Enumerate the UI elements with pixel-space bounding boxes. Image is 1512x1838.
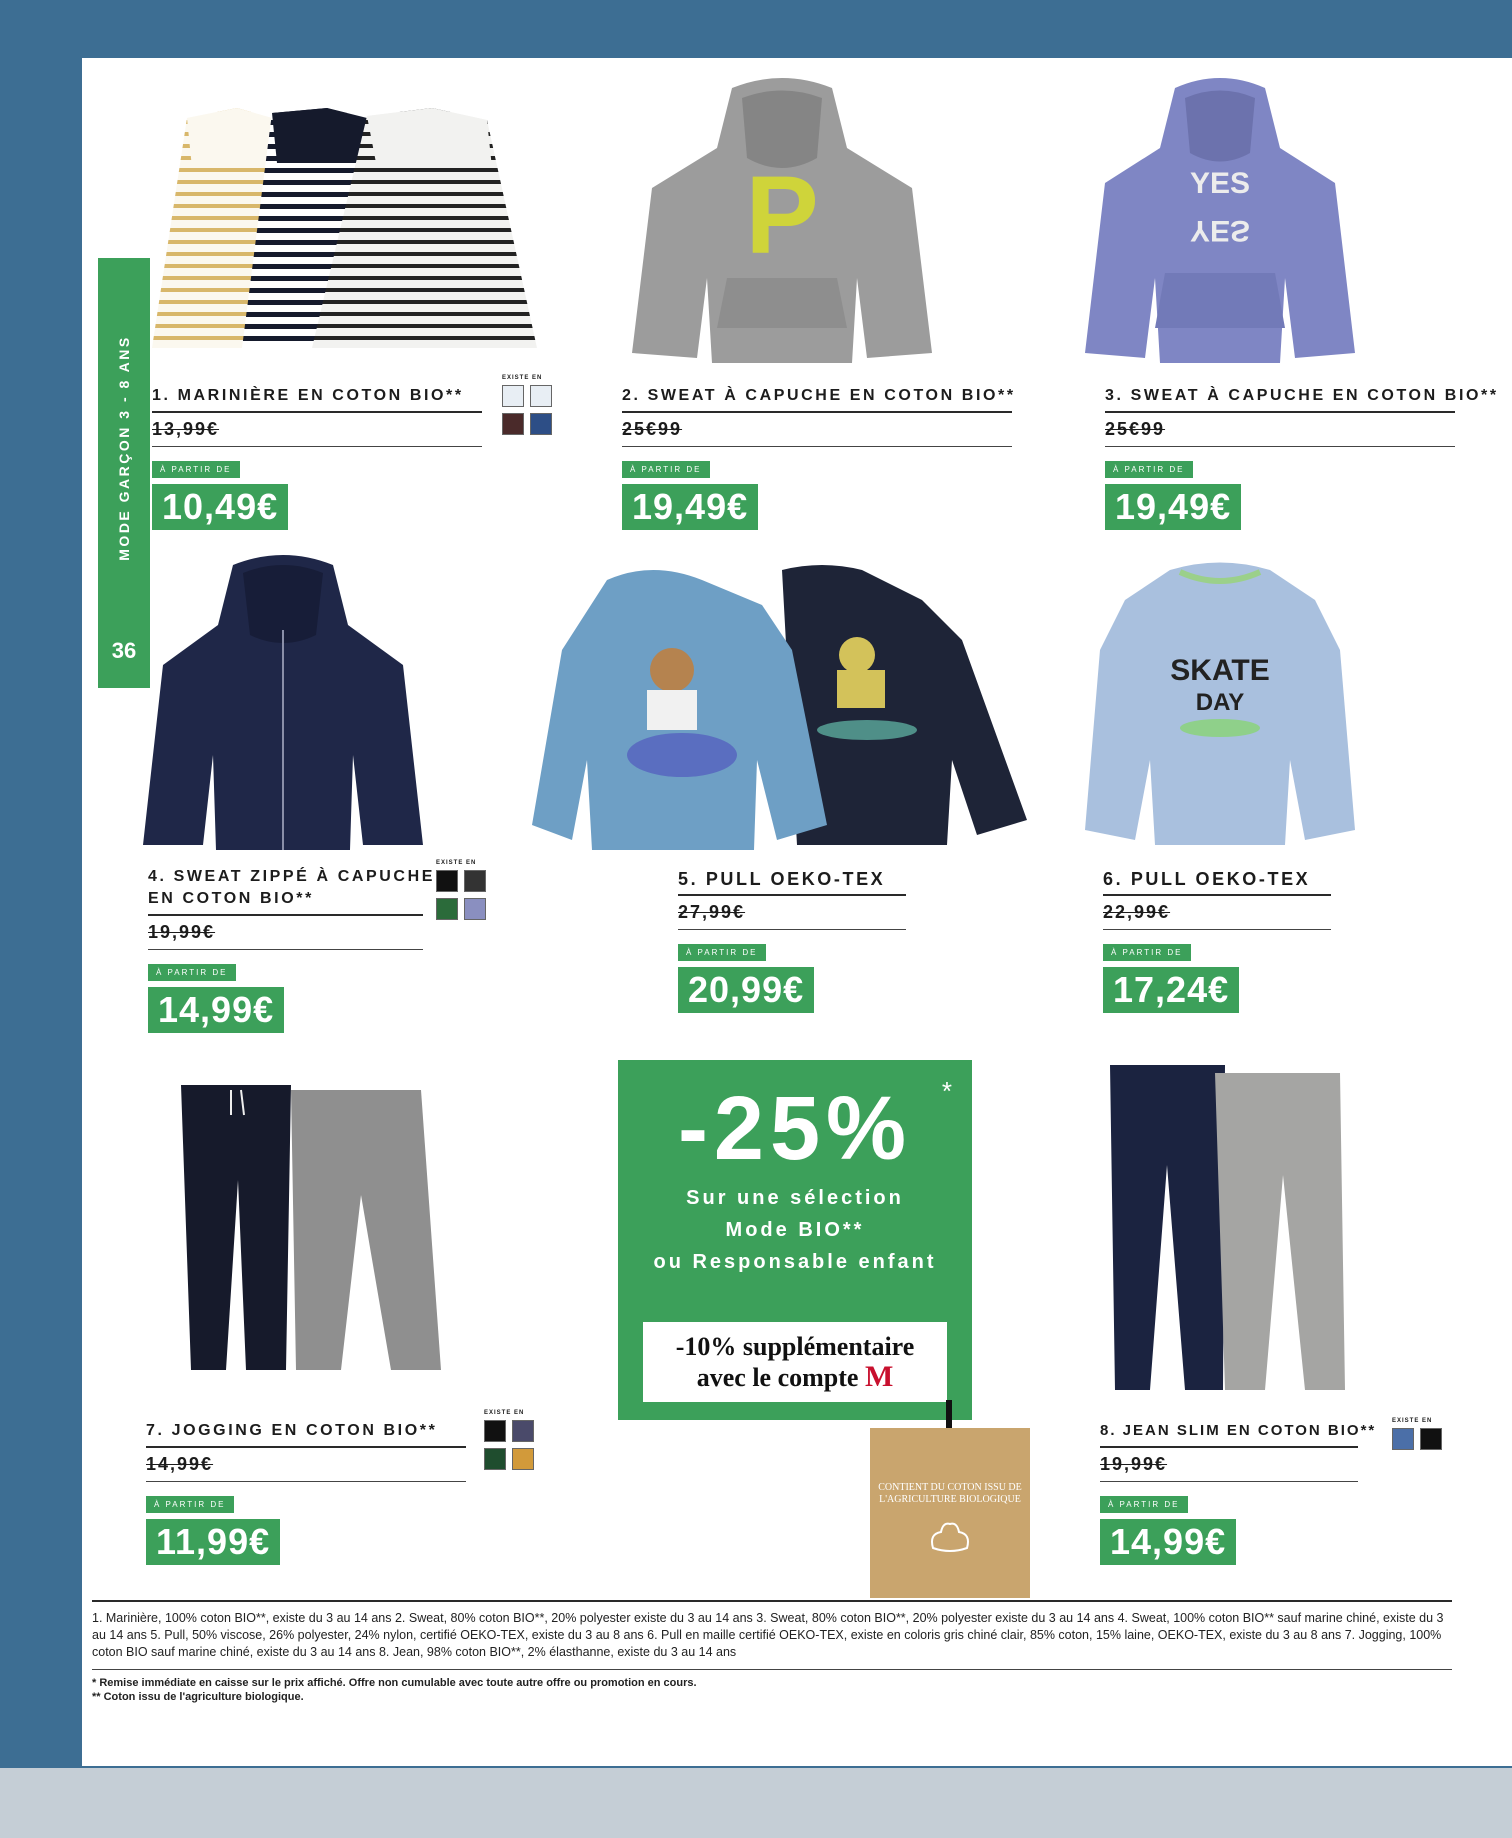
- product-6-from-tag: À PARTIR DE: [1103, 944, 1191, 961]
- product-2-from-tag: À PARTIR DE: [622, 461, 710, 478]
- section-label: MODE GARÇON 3 - 8 ANS: [116, 335, 132, 561]
- product-8: [1100, 1420, 1377, 1565]
- product-7-from-tag: À PARTIR DE: [146, 1496, 234, 1513]
- cotton-flower-icon: [925, 1520, 975, 1556]
- product-6: [1103, 868, 1331, 1013]
- product-8-from-tag: À PARTIR DE: [1100, 1496, 1188, 1513]
- promo-line2: Mode BIO**: [725, 1219, 865, 1241]
- frame-bottom: [0, 1768, 1512, 1838]
- product-8-title: 8. JEAN SLIM EN COTON BIO**: [1100, 1422, 1377, 1439]
- svg-text:YES: YES: [1189, 167, 1251, 200]
- swatch-color[interactable]: [530, 413, 552, 435]
- swatch-color[interactable]: [436, 898, 458, 920]
- promo-star: *: [941, 1076, 952, 1106]
- product-image-sweat-zippe[interactable]: [138, 555, 428, 850]
- swatch-color[interactable]: [464, 898, 486, 920]
- product-1: [152, 385, 482, 530]
- product-6-title: 6. PULL OEKO-TEX: [1103, 869, 1311, 889]
- product-5-old-price: 27,99€: [678, 902, 746, 922]
- product-7: [146, 1420, 466, 1565]
- swatch-color[interactable]: [484, 1420, 506, 1442]
- loyalty-offer-line1: -10% supplémentaire: [675, 1332, 915, 1361]
- page-number: 36: [111, 638, 137, 663]
- discount-note: * Remise immédiate en caisse sur le prix affiché. Offre non cumulable avec toute autre offre ou promotion en cours.: [92, 1677, 697, 1689]
- product-2-old-price: 25€99: [622, 419, 683, 439]
- product-image-sweat-p[interactable]: [632, 78, 932, 363]
- loyalty-offer[interactable]: [643, 1322, 947, 1402]
- product-1-price: 10,49€: [152, 484, 288, 530]
- product-image-jean[interactable]: [1105, 1065, 1350, 1395]
- product-image-pull-skate[interactable]: [1085, 560, 1355, 845]
- m-logo: M: [864, 1360, 894, 1393]
- product-1-old-price: 13,99€: [152, 419, 220, 439]
- organic-cotton-note: ** Coton issu de l'agriculture biologique.: [92, 1691, 304, 1703]
- bio-cotton-label: [870, 1428, 1030, 1598]
- product-4-price: 14,99€: [148, 987, 284, 1033]
- swatch-color[interactable]: [1392, 1428, 1414, 1450]
- swatch-color[interactable]: [436, 870, 458, 892]
- product-8-swatches: EXISTE EN: [1392, 1418, 1442, 1450]
- promo-line1: Sur une sélection: [686, 1187, 904, 1209]
- promo-line3: ou Responsable enfant: [653, 1251, 937, 1273]
- svg-text:SKATE: SKATE: [1170, 654, 1270, 687]
- product-3-title: 3. SWEAT À CAPUCHE EN COTON BIO**: [1105, 387, 1499, 404]
- product-3-from-tag: À PARTIR DE: [1105, 461, 1193, 478]
- product-8-price: 14,99€: [1100, 1519, 1236, 1565]
- product-1-swatches: EXISTE EN: [502, 375, 552, 435]
- svg-text:P: P: [745, 154, 819, 277]
- bio-cotton-text: CONTIENT DU COTON ISSU DE L'AGRICULTURE BIOLOGIQUE: [878, 1482, 1022, 1505]
- product-image-mariniere[interactable]: [142, 108, 542, 358]
- product-3: [1105, 385, 1499, 530]
- product-7-price: 11,99€: [146, 1519, 280, 1565]
- product-image-pull-chien[interactable]: [532, 560, 1027, 850]
- product-7-title: 7. JOGGING EN COTON BIO**: [146, 1422, 438, 1439]
- swatch-color[interactable]: [530, 385, 552, 407]
- swatch-color[interactable]: [512, 1420, 534, 1442]
- svg-text:YES: YES: [1189, 214, 1251, 247]
- product-3-price: 19,49€: [1105, 484, 1241, 530]
- swatch-color[interactable]: [484, 1448, 506, 1470]
- product-2: [622, 385, 1016, 530]
- product-4-old-price: 19,99€: [148, 922, 216, 942]
- product-7-old-price: 14,99€: [146, 1454, 214, 1474]
- product-6-price: 17,24€: [1103, 967, 1239, 1013]
- swatch-color[interactable]: [502, 385, 524, 407]
- product-5-title: 5. PULL OEKO-TEX: [678, 869, 886, 889]
- product-7-swatches: EXISTE EN: [484, 1410, 534, 1470]
- product-5: [678, 868, 906, 1013]
- product-image-sweat-yes[interactable]: [1085, 78, 1355, 363]
- promo-percent: -25%: [677, 1079, 913, 1179]
- product-8-old-price: 19,99€: [1100, 1454, 1168, 1474]
- product-4-title-line2: EN COTON BIO**: [148, 890, 314, 907]
- product-4-title: 4. SWEAT ZIPPÉ À CAPUCHE: [148, 868, 436, 885]
- swatch-color[interactable]: [464, 870, 486, 892]
- product-6-old-price: 22,99€: [1103, 902, 1171, 922]
- product-4-from-tag: À PARTIR DE: [148, 964, 236, 981]
- product-1-title: 1. MARINIÈRE EN COTON BIO**: [152, 387, 464, 404]
- product-1-from-tag: À PARTIR DE: [152, 461, 240, 478]
- product-2-price: 19,49€: [622, 484, 758, 530]
- product-4-swatches: EXISTE EN: [436, 860, 486, 920]
- product-5-price: 20,99€: [678, 967, 814, 1013]
- product-image-jogging[interactable]: [176, 1085, 441, 1375]
- product-4: [148, 866, 436, 1033]
- product-2-title: 2. SWEAT À CAPUCHE EN COTON BIO**: [622, 387, 1016, 404]
- footnotes: [92, 1600, 1452, 1704]
- promo-block: [618, 1060, 972, 1420]
- loyalty-offer-line2: avec le compte: [696, 1363, 859, 1392]
- swatch-color[interactable]: [1420, 1428, 1442, 1450]
- product-details-note: 1. Marinière, 100% coton BIO**, existe du 3 au 14 ans 2. Sweat, 80% coton BIO**, 20% polyester existe du 3 au 14 ans 3. Sweat, 80% coton BIO**, 20% polyester existe du 3 au 14 ans 4. Sweat, 100% coton BIO** sauf marine chiné, existe du 3 au 14 ans 5. Pull, 50% viscose, 26% polyester, 24% nylon, certifié OEKO-TEX, existe du 3 au 8 ans 6. Pull en maille certifié OEKO-TEX, existe en coloris gris chiné clair, 85% coton, 15% laine, OEKO-TEX, existe du 3 au 8 ans 7. Jogging, 100% coton BIO sauf marine chiné, existe du 3 au 14 ans 8. Jean, 98% coton BIO**, 2% élasthanne, existe du 3 au 14 ans: [92, 1611, 1444, 1659]
- swatch-color[interactable]: [512, 1448, 534, 1470]
- product-3-old-price: 25€99: [1105, 419, 1166, 439]
- swatch-color[interactable]: [502, 413, 524, 435]
- product-5-from-tag: À PARTIR DE: [678, 944, 766, 961]
- svg-text:DAY: DAY: [1195, 689, 1245, 716]
